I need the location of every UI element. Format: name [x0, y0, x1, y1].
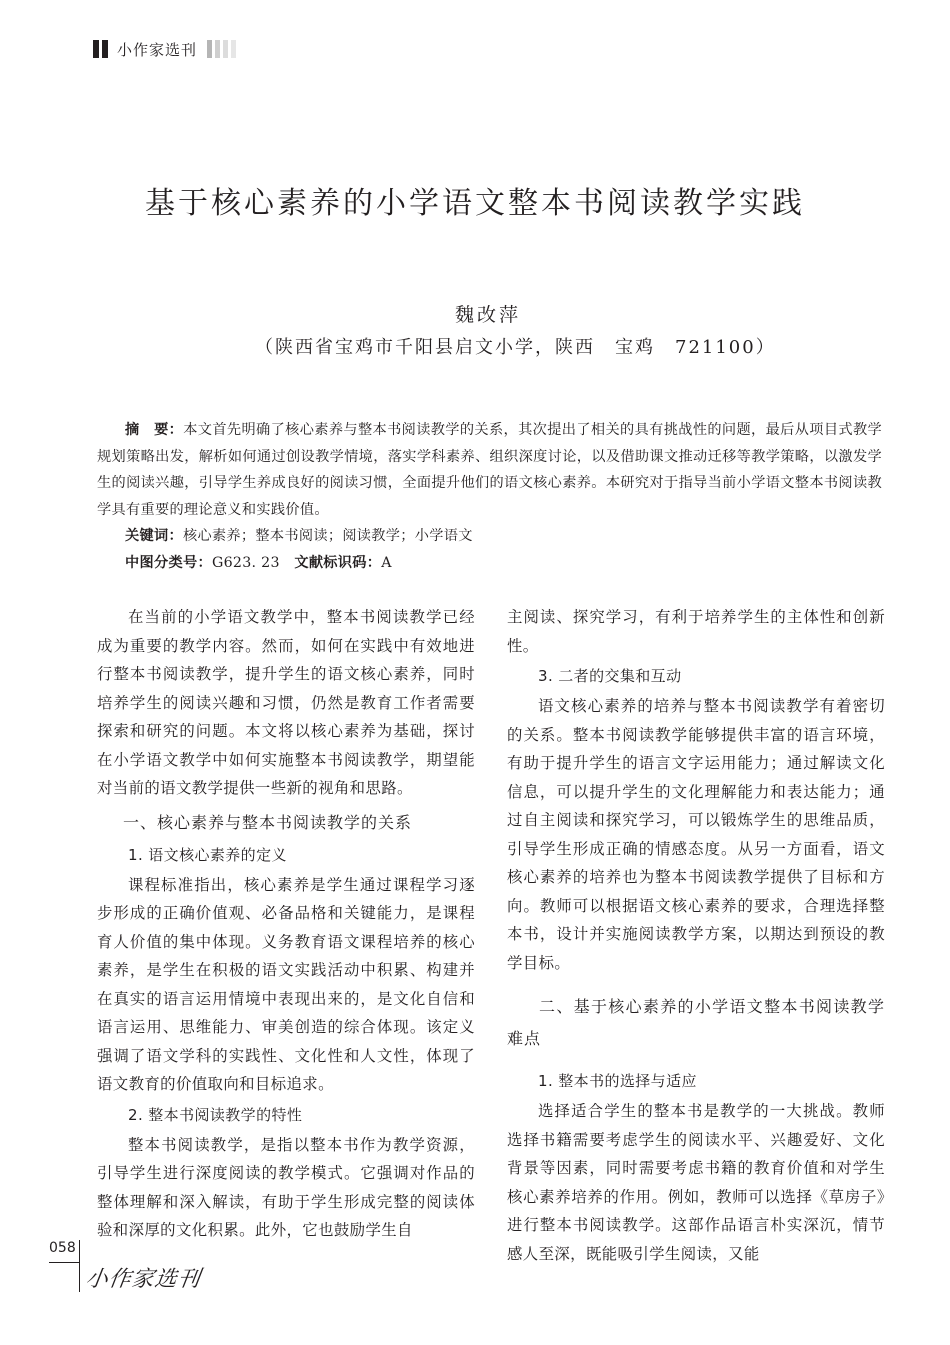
body-paragraph: 整本书阅读教学，是指以整本书作为教学资源，引导学生进行深度阅读的教学模式。它强调对作品的整体理解和深入解读，有助于学生形成完整的阅读体验和深厚的文化积累。此外，它也鼓励学生自 [97, 1135, 475, 1239]
header-bar [102, 40, 108, 58]
subsection-heading: 2. 整本书阅读教学的特性 [128, 1105, 303, 1124]
header-bar [207, 40, 212, 58]
subsection-heading: 1. 语文核心素养的定义 [128, 845, 287, 864]
right-column [507, 603, 885, 1268]
header-bar [215, 40, 220, 58]
abstract-text: 本文首先明确了核心素养与整本书阅读教学的关系，其次提出了相关的具有挑战性的问题，最后从项目式教学规划策略出发，解析如何通过创设教学情境，落实学科素养、组织深度讨论，以及借助课文推动迁移等教学策略，以激发学生的阅读兴趣，引导学生养成良好的阅读习惯，全面提升他们的语文核心素养。本研究对于指导当前小学语文整本书阅读教学具有重要的理论意义和实践价值。 [97, 422, 883, 518]
running-header [93, 38, 239, 60]
footer-divider [49, 1262, 79, 1263]
keywords-text: 核心素养；整本书阅读；阅读教学；小学语文 [182, 528, 473, 544]
author-affiliation: （陕西省宝鸡市千阳县启文小学，陕西 宝鸡 721100） [255, 337, 776, 358]
body-paragraph: 主阅读、探究学习，有利于培养学生的主体性和创新性。 [507, 608, 885, 655]
abstract-paragraph [97, 417, 882, 523]
doc-code-label: 文献标识码： [294, 554, 382, 571]
header-bar [231, 40, 236, 58]
body-paragraph: 语文核心素养的培养与整本书阅读教学有着密切的关系。整本书阅读教学能够提供丰富的语言环境，有助于提升学生的语言文字运用能力；通过解读文化信息，可以提升学生的文化理解能力和表达能力；通过自主阅读和探究学习，可以锻炼学生的思维品质，引导学生形成正确的情感态度。从另一方面看，语文核心素养的培养也为整本书阅读教学提供了目标和方向。教师可以根据语文核心素养的要求，合理选择整本书，设计并实施阅读教学方案，以期达到预设的教学目标。 [507, 697, 885, 972]
section-heading-2-text: 二、基于核心素养的小学语文整本书阅读教学难点 [507, 997, 885, 1048]
journal-name: 小作家选刊 [117, 40, 198, 59]
section-heading-1: 一、核心素养与整本书阅读教学的关系 [123, 812, 413, 832]
body-paragraph: 课程标准指出，核心素养是学生通过课程学习逐步形成的正确价值观、必备品格和关键能力，是课程育人价值的集中体现。义务教育语文课程培养的核心素养，是学生在积极的语文实践活动中积累、构建并在真实的语言运用情境中表现出来的，是文化自信和语言运用、思维能力、审美创造的综合体现。该定义强调了语文学科的实践性、文化性和人文性，体现了语文教育的价值取向和目标追求。 [97, 875, 475, 1093]
subsection-heading: 1. 整本书的选择与适应 [538, 1072, 697, 1090]
classification-line [125, 550, 882, 577]
keywords-label: 关键词： [125, 528, 183, 544]
keywords-line [125, 523, 882, 550]
article-title: 基于核心素养的小学语文整本书阅读教学实践 [145, 186, 805, 221]
abstract-label: 摘 要： [125, 422, 184, 438]
page-number: 058 [49, 1240, 76, 1256]
subsection-heading: 3. 二者的交集和互动 [538, 667, 682, 685]
abstract-block [97, 417, 882, 576]
body-paragraph: 选择适合学生的整本书是教学的一大挑战。教师选择书籍需要考虑学生的阅读水平、兴趣爱好、文化背景等因素，同时需要考虑书籍的教育价值和对学生核心素养培养的作用。例如，教师可以选择《草房子》进行整本书阅读教学。这部作品语言朴实深沉，情节感人至深，既能吸引学生阅读，又能 [507, 1102, 885, 1263]
author-name: 魏改萍 [454, 304, 521, 326]
header-bar [93, 40, 99, 58]
clc-label: 中图分类号： [125, 554, 212, 571]
footer-divider [79, 1240, 80, 1292]
header-bar [223, 40, 228, 58]
doc-code-value: A [381, 554, 392, 571]
clc-value: G623. 23 [211, 554, 280, 571]
section-heading-2 [507, 991, 885, 1055]
left-column [97, 603, 475, 1245]
intro-paragraph: 在当前的小学语文教学中，整本书阅读教学已经成为重要的教学内容。然而，如何在实践中有效地进行整本书阅读教学，提升学生的语文核心素养，同时培养学生的阅读兴趣和习惯，仍然是教育工作者需要探索和研究的问题。本文将以核心素养为基础，探讨在小学语文教学中如何实施整本书阅读教学，期望能对当前的语文教学提供一些新的视角和思路。 [97, 608, 475, 797]
journal-logo: 小作家选刊 [83, 1267, 203, 1292]
